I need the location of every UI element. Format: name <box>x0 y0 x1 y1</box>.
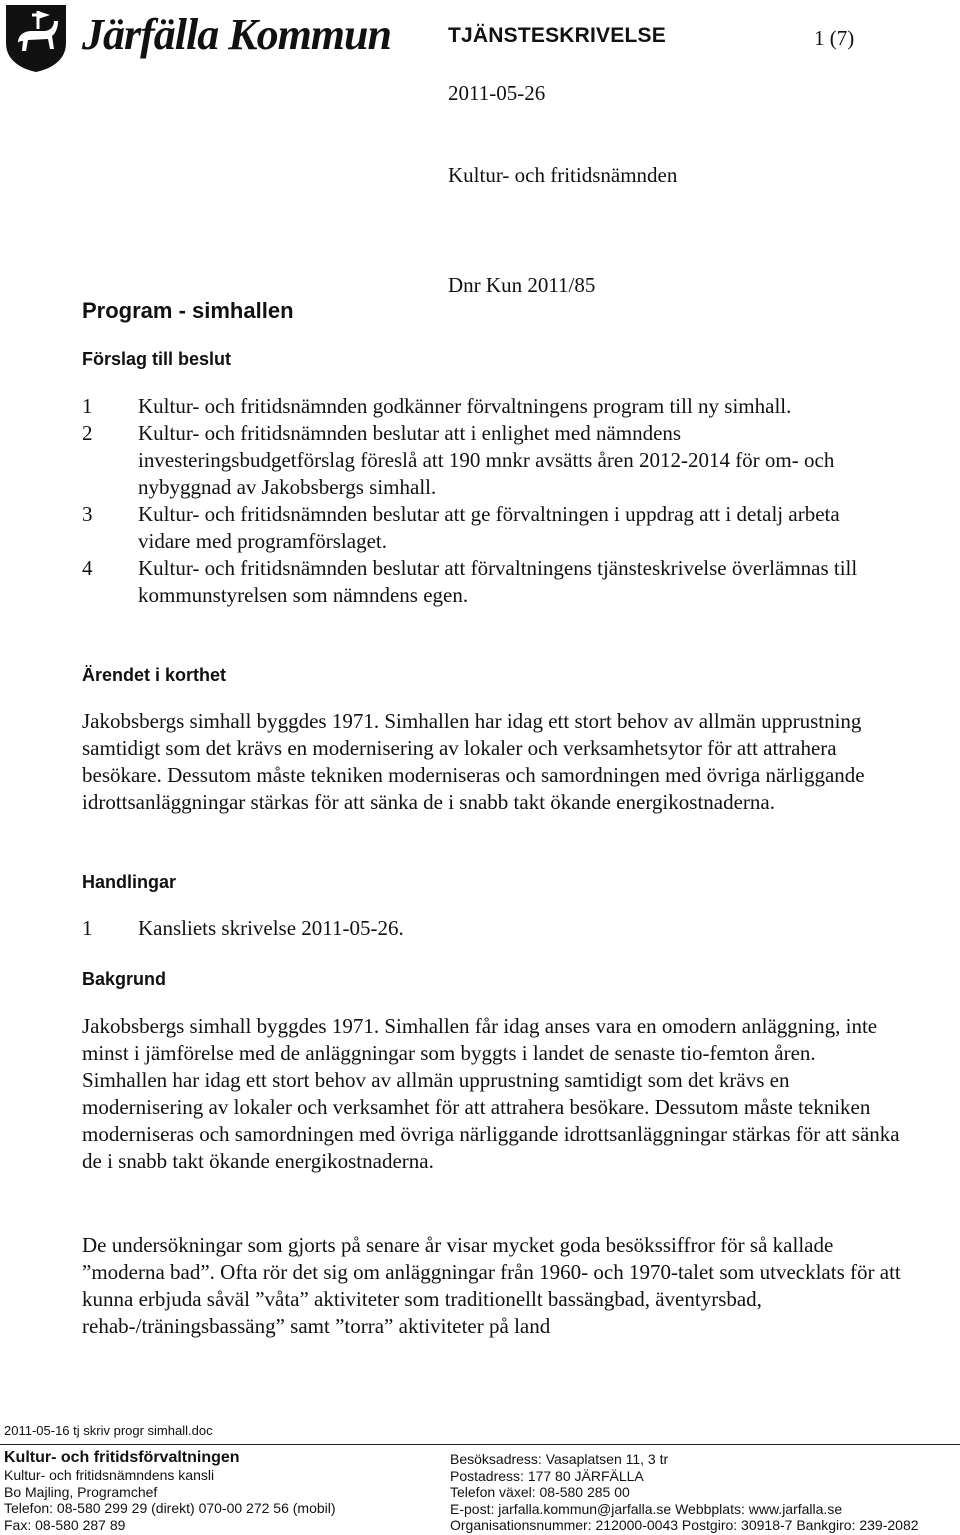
document-date: 2011-05-26 <box>448 81 546 105</box>
footer-email-web: E-post: jarfalla.kommun@jarfalla.se Webbplats: www.jarfalla.se <box>450 1500 843 1517</box>
background-paragraph-2: De undersökningar som gjorts på senare år visar mycket goda besökssiffror för så kallade ”moderna bad”. Ofta rör det sig om anläggningar från 1960- och 1970-talet som utvecklats för att kunna erbjuda såväl ”våta” aktiviteter som traditionellt bassängbad, äventyrsbad, rehab-/träningsbassäng” samt ”torra” aktiviteter på land <box>82 1233 901 1338</box>
page-title: Program - simhallen <box>82 298 294 323</box>
footer-department: Kultur- och fritidsnämndens kansli <box>4 1467 215 1483</box>
footer-visiting-address: Besöksadress: Vasaplatsen 11, 3 tr <box>450 1451 669 1467</box>
municipality-logo <box>4 3 391 73</box>
footer-organization: Kultur- och fritidsförvaltningen <box>4 1449 240 1466</box>
footer-right-column <box>450 1451 919 1534</box>
documents-heading: Handlingar <box>82 872 177 892</box>
page-number: 1 (7) <box>814 26 855 50</box>
proposal-heading: Förslag till beslut <box>82 349 232 369</box>
recipient-board: Kultur- och fritidsnämnden <box>448 163 678 187</box>
background-paragraph-1: Jakobsbergs simhall byggdes 1971. Simhallen får idag anses vara en omodern anläggning, inte minst i jämförelse med de anläggningar som byggts i landet de senaste tio-femton åren. Simhallen har idag ett stort behov av allmän upprustning samtidigt som det krävs en modernisering av lokaler och verksamhet för att attrahera besökare. Dessutom måste tekniken moderniseras och samordningen med övriga närliggande idrottsanläggningar stärkas för att sänka de i snabb takt ökande energikostnaderna. <box>82 1014 900 1173</box>
list-item: 2 Kultur- och fritidsnämnden beslutar att i enlighet med nämndens investeringsbudgetförslag föreslå att 190 mnkr avsätts åren 2012-2014 för om- och nybyggnad av Jakobsbergs simhall. <box>82 421 835 499</box>
footer-switchboard: Telefon växel: 08-580 285 00 <box>450 1484 630 1500</box>
summary-text: Jakobsbergs simhall byggdes 1971. Simhallen har idag ett stort behov av allmän upprustning samtidigt som det krävs en modernisering av lokaler och verksamhetsytor för att attrahera besökare. Dessutom måste tekniken moderniseras och samordningen med övriga närliggande idrottsanläggningar stärkas för att sänka de i snabb takt ökande energikostnaderna. <box>82 709 865 814</box>
documents-list <box>82 915 892 942</box>
background-heading: Bakgrund <box>82 969 167 989</box>
list-item: 1 Kultur- och fritidsnämnden godkänner förvaltningens program till ny simhall. <box>82 394 792 418</box>
proposal-list <box>82 393 892 609</box>
summary-heading: Ärendet i korthet <box>82 665 227 685</box>
footer-document-reference: 2011-05-16 tj skriv progr simhall.doc <box>4 1423 213 1438</box>
list-item: 3 Kultur- och fritidsnämnden beslutar att ge förvaltningen i uppdrag att i detalj arbeta vidare med programförslaget. <box>82 502 840 553</box>
footer-postal-address: Postadress: 177 80 JÄRFÄLLA <box>450 1467 644 1484</box>
registration-number: Dnr Kun 2011/85 <box>448 273 596 297</box>
footer-divider <box>0 1444 960 1445</box>
footer-org-number: Organisationsnummer: 212000-0043 Postgiro: 30918-7 Bankgiro: 239-2082 <box>450 1517 919 1533</box>
footer-left-column <box>4 1449 336 1533</box>
footer-phone: Telefon: 08-580 299 29 (direkt) 070-00 272 56 (mobil) <box>4 1500 336 1516</box>
document-type: TJÄNSTESKRIVELSE <box>448 24 666 47</box>
footer-contact-person: Bo Majling, Programchef <box>4 1483 158 1500</box>
list-item: 1 Kansliets skrivelse 2011-05-26. <box>82 916 404 940</box>
list-item: 4 Kultur- och fritidsnämnden beslutar att förvaltningens tjänsteskrivelse överlämnas till kommunstyrelsen som nämndens egen. <box>82 556 858 607</box>
logo-wordmark: Järfälla Kommun <box>82 10 391 59</box>
coat-of-arms-icon <box>4 3 68 73</box>
footer-fax: Fax: 08-580 287 89 <box>4 1516 126 1533</box>
